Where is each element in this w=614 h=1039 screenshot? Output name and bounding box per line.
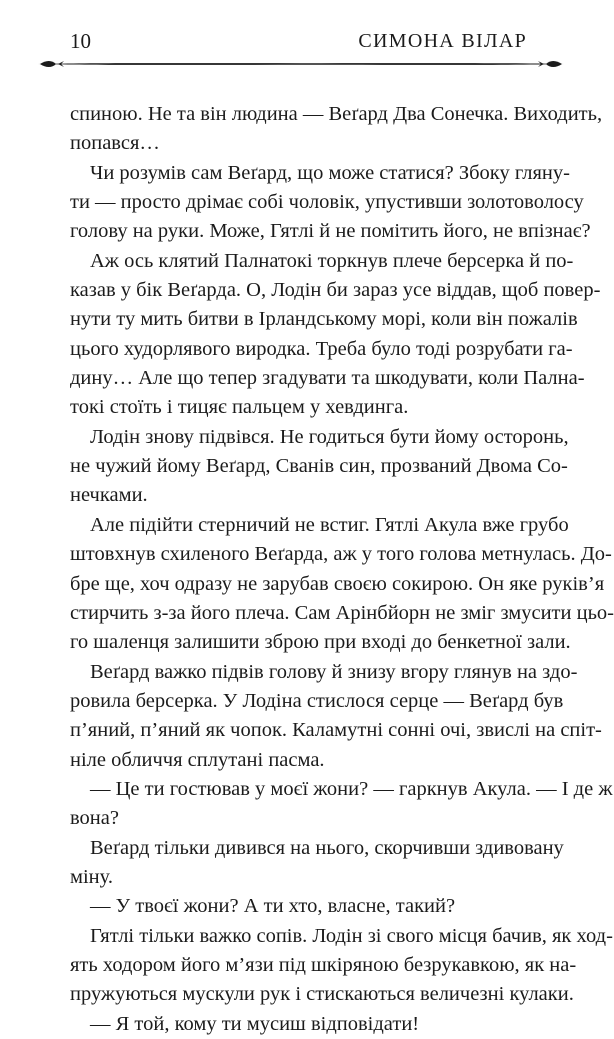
- text-line: Гятлі тільки важко сопів. Лодін зі свого місця бачив, як ход-: [90, 924, 613, 947]
- text-line: штовхнув схиленого Веґарда, аж у того голова метнулась. До-: [70, 543, 612, 566]
- text-line: не чужий йому Веґард, Сванів син, прозваний Двома Со-: [70, 455, 568, 478]
- text-line: Чи розумів сам Веґард, що може статися? Збоку гляну-: [90, 161, 570, 184]
- page-header: [0, 0, 600, 80]
- page-number: 10: [70, 29, 91, 53]
- text-line: казав у бік Веґарда. О, Лодін би зараз усе віддав, щоб повер-: [70, 279, 601, 302]
- text-line: токі стоїть і тицяє пальцем у хевдинга.: [70, 396, 409, 419]
- text-line: міну.: [70, 865, 113, 888]
- text-line: дину… Але що тепер згадувати та шкодувати, коли Пална-: [70, 367, 585, 390]
- text-line: п’яний, п’яний як чопок. Каламутні сонні очі, звислі на спіт-: [70, 719, 602, 742]
- header-ornament: [38, 56, 564, 72]
- text-line: пружуються мускули рук і стискаються величезні кулаки.: [70, 983, 574, 1006]
- text-line: вона?: [70, 807, 119, 830]
- running-head: СИМОНА ВІЛАР: [358, 30, 527, 52]
- text-line: голову на руки. Може, Гятлі й не помітить його, не впізнає?: [70, 220, 591, 243]
- text-line: — У твоєї жони? А ти хто, власне, такий?: [90, 895, 456, 918]
- text-line: нути ту мить битви в Ірландському морі, коли він пожалів: [70, 308, 578, 331]
- text-line: попався…: [70, 132, 160, 155]
- text-line: Але підійти стерничий не встиг. Гятлі Акула вже грубо: [90, 513, 569, 536]
- text-line: Веґард тільки дивився на нього, скорчивши здивовану: [90, 836, 564, 859]
- text-line: стирчить з-за його плеча. Сам Арінбйорн не зміг змусити цьо-: [70, 601, 614, 624]
- text-line: ти — просто дрімає собі чоловік, упустивши золотоволосу: [70, 191, 584, 214]
- text-line: цього худорлявого виродка. Треба було тоді розрубати га-: [70, 337, 573, 360]
- body-text: [70, 100, 614, 1039]
- text-line: Лодін знову підвівся. Не годиться бути йому осторонь,: [90, 425, 569, 448]
- text-line: — Я той, кому ти мусиш відповідати!: [90, 1012, 420, 1035]
- text-line: ніле обличчя сплутані пасма.: [70, 748, 325, 771]
- text-line: нечками.: [70, 484, 148, 507]
- text-line: — Це ти гостював у моєї жони? — гаркнув Акула. — І де ж: [90, 777, 613, 800]
- text-line: Веґард важко підвів голову й знизу вгору глянув на здо-: [90, 660, 578, 683]
- text-line: го шаленця залишити зброю при вході до бенкетної зали.: [70, 631, 571, 654]
- text-line: бре ще, хоч одразу не зарубав своєю сокирою. Он яке руків’я: [70, 572, 605, 595]
- text-line: спиною. Не та він людина — Веґард Два Сонечка. Виходить,: [70, 103, 603, 125]
- text-line: ровила берсерка. У Лодіна стислося серце — Веґард був: [70, 689, 564, 712]
- text-line: ять ходором його м’язи під шкіряною безрукавкою, як на-: [70, 953, 577, 976]
- text-line: Аж ось клятий Палнатокі торкнув плече берсерка й по-: [90, 249, 574, 272]
